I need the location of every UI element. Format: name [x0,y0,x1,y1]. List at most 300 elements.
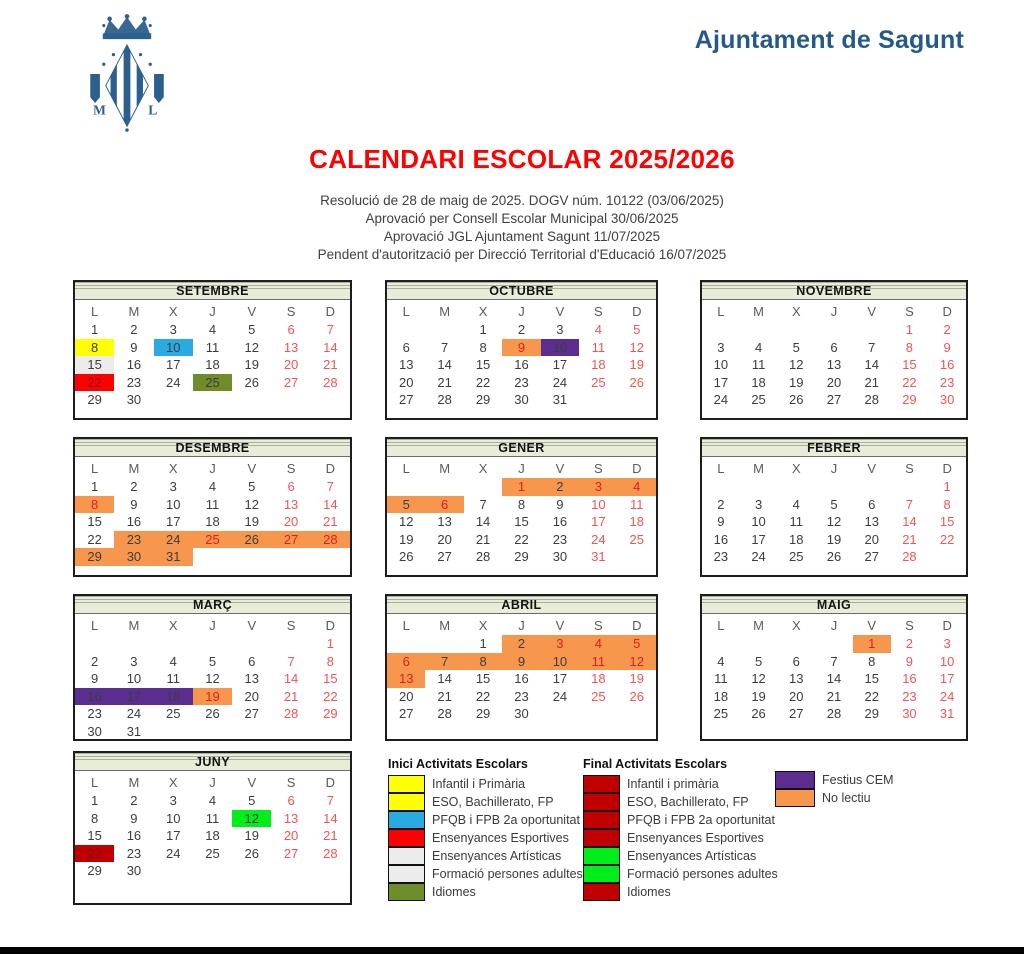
day-cell: 26 [826,549,842,565]
day-cell: 21 [283,688,299,704]
month-header [75,596,350,614]
legend-inici-activitats [388,757,583,901]
legend-swatch-darkred [583,883,620,901]
day-cell: 10 [713,357,729,373]
legend-swatch-yellow [388,793,425,811]
day-of-week-label: V [555,618,565,633]
legend-swatch-green [583,847,620,865]
day-cell [815,478,853,496]
day-cell: 3 [541,635,579,653]
calendar-febrer [700,437,968,577]
day-cell: 3 [169,793,177,808]
day-cell: 20 [789,688,804,704]
day-cell: 29 [87,863,102,879]
day-cell: 29 [75,548,114,566]
day-cell: 29 [864,706,879,722]
day-cell: 14 [323,810,338,826]
day-cell: 22 [902,374,917,390]
month-header [702,282,966,300]
day-cell: 8 [326,653,334,669]
day-of-week-label: J [830,618,838,633]
day-cell: 29 [475,392,491,408]
legend-item [583,793,778,811]
legend-item [583,829,778,847]
day-cell: 12 [244,339,260,355]
day-cell: 16 [902,671,917,687]
legend-swatch-red [388,829,425,847]
day-of-week-label: M [128,304,140,319]
subtitle-block [20,192,1024,264]
legend-item [388,865,583,883]
month-header [702,596,966,614]
day-cell: 23 [126,845,142,861]
day-cell: 18 [713,688,729,704]
day-cell: 27 [437,549,452,565]
day-cell: 12 [826,514,842,530]
day-cell [740,321,778,339]
day-of-week-label: J [209,461,216,476]
day-cell: 10 [541,339,579,357]
day-cell: 26 [244,845,260,861]
day-cell: 10 [165,810,181,826]
day-cell [193,548,232,566]
day-cell: 22 [475,688,491,704]
day-cell: 3 [130,653,138,669]
day-cell: 27 [398,706,414,722]
day-cell: 30 [514,706,529,722]
day-cell: 25 [193,374,232,392]
day-cell: 23 [713,549,729,565]
day-cell [464,478,502,496]
day-cell: 18 [591,671,606,687]
day-cell: 15 [475,671,491,687]
day-cell [579,391,617,409]
day-cell: 27 [864,549,879,565]
day-cell: 30 [126,863,142,879]
day-cell [154,723,193,741]
day-cell: 8 [75,496,114,514]
day-of-week-label: D [942,618,952,633]
month-header [702,439,966,457]
day-of-week-label: X [791,304,801,319]
legend-items [583,775,778,901]
day-of-week-label: D [325,304,336,319]
day-of-week-label: X [478,304,488,319]
day-cell: 13 [283,810,299,826]
day-cell: 23 [514,688,529,704]
day-of-week-label: D [632,618,642,633]
striped-shield [90,43,164,132]
day-cell: 8 [905,339,914,355]
legend-label: Idiomes [627,885,671,899]
day-cell: 10 [165,496,181,512]
month-grid [702,457,966,566]
day-cell: 4 [169,653,177,669]
day-cell: 9 [943,339,951,355]
day-cell: 2 [130,793,138,808]
legend-swatch-darkred [583,829,620,847]
day-cell [271,635,310,653]
day-cell: 18 [205,514,220,530]
day-cell: 1 [91,479,99,494]
day-cell: 4 [618,478,656,496]
day-cell: 28 [437,392,452,408]
day-cell: 1 [943,479,951,494]
day-of-week-label: V [555,461,565,476]
day-cell: 26 [789,392,804,408]
legend-label: Idiomes [432,885,476,899]
logo-letter-m: M [93,102,106,118]
day-cell: 13 [387,670,425,688]
legend-title: Inici Activitats Escolars [388,757,528,771]
legend-item [388,775,583,793]
day-cell: 19 [789,374,804,390]
day-cell: 28 [437,706,452,722]
day-cell: 14 [864,357,879,373]
day-cell: 27 [283,374,299,390]
month-name: NOVEMBRE [796,284,872,298]
day-cell: 2 [130,322,138,337]
day-cell: 6 [402,339,410,355]
day-cell: 26 [629,688,644,704]
day-cell: 4 [594,322,602,337]
calendar-abril [385,594,658,741]
day-cell: 12 [205,671,220,687]
day-of-week-label: V [247,775,257,790]
day-cell: 7 [326,322,334,337]
day-of-week-label: J [209,775,216,790]
legend-item [583,865,778,883]
day-cell: 21 [864,374,879,390]
day-cell: 18 [629,514,644,530]
day-of-week-label: D [325,618,336,633]
day-cell [311,723,350,741]
legend-label: ESO, Bachillerato, FP [627,795,749,809]
legend-swatch-darkred [583,793,620,811]
day-cell: 15 [87,514,102,530]
legend-label: PFQB i FPB 2a oportunitat [627,813,775,827]
day-cell: 7 [287,653,295,669]
day-of-week-label: L [402,461,410,476]
day-of-week-label: X [168,618,178,633]
day-of-week-label: M [439,304,451,319]
day-cell: 16 [75,688,114,706]
day-cell: 11 [205,496,220,512]
day-cell: 27 [789,706,804,722]
calendar-marc [73,594,352,741]
legend-item [583,883,778,901]
day-of-week-label: J [518,618,525,633]
legend-label: Festius CEM [822,773,894,787]
day-cell: 10 [591,496,606,512]
day-of-week-label: X [168,304,178,319]
legend-swatch-green [583,865,620,883]
day-cell: 26 [244,374,260,390]
legend-swatch-gray [388,847,425,865]
day-cell: 6 [868,496,876,512]
day-cell: 15 [87,828,102,844]
day-cell [232,635,271,653]
day-cell: 21 [323,357,338,373]
legend-label: Formació persones adultes [627,867,778,881]
day-cell: 26 [232,531,271,549]
day-cell: 17 [165,514,181,530]
day-cell: 16 [126,514,142,530]
day-cell: 5 [248,479,256,494]
day-cell: 15 [475,357,491,373]
day-of-week-label: X [478,461,488,476]
day-cell: 17 [165,357,181,373]
day-cell: 29 [902,392,917,408]
day-cell: 17 [591,514,606,530]
day-cell: 11 [714,671,728,687]
day-cell [271,548,310,566]
day-cell: 9 [130,810,138,826]
day-cell: 9 [130,339,138,355]
day-cell: 19 [244,828,260,844]
day-cell: 20 [244,688,260,704]
day-cell: 29 [514,549,529,565]
day-of-week-label: J [830,461,838,476]
day-of-week-label: M [753,304,764,319]
day-cell: 1 [479,322,487,337]
day-cell: 9 [502,339,540,357]
day-cell: 16 [514,357,529,373]
day-cell: 22 [939,531,955,547]
day-cell [193,391,232,409]
day-cell: 25 [713,706,729,722]
day-of-week-label: M [128,775,140,790]
day-cell: 15 [864,671,879,687]
day-cell [311,548,350,566]
day-cell: 28 [311,531,350,549]
day-of-week-label: S [594,461,603,476]
month-grid [387,300,656,409]
day-cell: 11 [591,339,606,355]
day-cell: 6 [287,322,295,337]
day-cell: 21 [323,828,338,844]
day-cell: 7 [441,339,449,355]
day-cell: 17 [552,357,568,373]
day-cell: 21 [902,531,917,547]
day-of-week-label: V [867,461,877,476]
day-cell [740,478,778,496]
day-cell: 13 [826,357,842,373]
day-cell: 11 [205,339,220,355]
day-cell: 2 [130,479,138,494]
day-cell: 12 [751,671,766,687]
day-cell [425,478,463,496]
day-of-week-label: X [791,618,801,633]
day-cell: 31 [154,548,193,566]
day-cell: 25 [165,706,181,722]
day-cell: 24 [552,374,568,390]
calendar-desembre [73,437,352,577]
day-cell: 16 [126,828,142,844]
legend-label: Ensenyances Artísticas [627,849,757,863]
calendar-gener [385,437,658,577]
day-cell: 31 [552,392,568,408]
day-of-week-label: D [325,775,336,790]
legend-swatch-olive [388,883,425,901]
day-cell: 18 [205,828,220,844]
day-cell: 22 [323,688,338,704]
day-cell: 13 [283,339,299,355]
legend-label: Infantil i Primària [432,777,526,791]
legend-item [388,883,583,901]
day-cell: 30 [902,706,917,722]
day-cell [232,548,271,566]
day-of-week-label: M [439,461,451,476]
day-cell: 31 [591,549,606,565]
day-of-week-label: S [286,461,296,476]
day-cell: 4 [208,322,217,337]
month-header [75,439,350,457]
day-cell: 3 [943,636,951,651]
day-cell: 21 [826,688,842,704]
day-cell: 5 [830,496,838,512]
day-cell: 26 [751,706,766,722]
day-cell: 11 [751,357,766,373]
day-cell: 17 [751,531,766,547]
day-cell: 25 [591,374,606,390]
day-cell [891,478,929,496]
day-cell: 3 [579,478,617,496]
day-of-week-label: V [247,461,257,476]
day-cell [777,635,815,653]
month-name: FEBRER [807,441,861,455]
day-cell: 12 [244,496,260,512]
day-cell: 19 [751,688,766,704]
day-of-week-label: L [91,461,99,476]
day-cell: 19 [826,531,842,547]
month-name: ABRIL [501,598,542,612]
day-cell: 27 [283,845,299,861]
day-cell: 9 [502,653,540,671]
day-cell [154,391,193,409]
day-cell: 5 [248,793,256,808]
month-name: GENER [498,441,545,455]
day-of-week-label: J [830,304,838,319]
day-cell [425,321,463,339]
day-cell: 13 [283,496,299,512]
day-cell: 14 [902,514,917,530]
day-cell [541,705,579,723]
legend-label: ESO, Bachillerato, FP [432,795,554,809]
day-cell: 17 [165,828,181,844]
day-cell [853,478,891,496]
day-cell: 14 [437,671,452,687]
day-of-week-label: X [478,618,488,633]
day-cell: 4 [754,339,763,355]
day-cell [114,635,153,653]
day-cell: 3 [169,479,177,494]
legend-item [583,847,778,865]
day-cell: 2 [541,478,579,496]
day-cell: 28 [902,549,917,565]
month-grid [702,300,966,409]
month-grid [75,457,350,566]
legend-label: PFQB i FPB 2a oportunitat [432,813,580,827]
day-of-week-label: J [518,304,525,319]
legend-item [388,829,583,847]
day-cell: 15 [939,514,955,530]
day-cell: 22 [864,688,879,704]
day-cell: 13 [244,671,260,687]
day-cell: 17 [713,374,729,390]
day-cell: 6 [387,653,425,671]
day-of-week-label: J [209,304,216,319]
subtitle-line: Aprovació per Consell Escolar Municipal 30/06/2025 [365,211,679,226]
day-of-week-label: V [867,618,877,633]
day-of-week-label: M [128,618,140,633]
day-cell: 4 [208,793,217,808]
legend-item [583,775,778,793]
day-cell: 28 [283,706,299,722]
day-cell: 28 [323,845,338,861]
day-cell: 26 [629,374,644,390]
day-cell [193,635,232,653]
legend-label: Infantil i primària [627,777,719,791]
day-of-week-label: L [91,618,99,633]
day-of-week-label: L [91,304,99,319]
day-of-week-label: M [753,618,764,633]
day-cell: 5 [208,653,217,669]
day-cell: 12 [232,810,271,828]
day-cell: 21 [437,374,452,390]
day-of-week-label: M [753,461,764,476]
page-bottom-rule [0,947,1024,954]
day-cell: 9 [717,514,725,530]
day-cell [271,723,310,741]
legend-label: Ensenyances Esportives [627,831,764,845]
day-of-week-label: S [286,618,296,633]
day-cell: 31 [126,723,142,739]
day-cell: 5 [633,322,641,337]
day-cell: 18 [154,688,193,706]
day-cell: 9 [130,496,138,512]
day-cell: 16 [514,671,529,687]
day-cell: 19 [629,357,644,373]
day-cell: 13 [398,357,414,373]
legend-final-activitats [583,757,778,901]
month-name: OCTUBRE [489,284,554,298]
month-grid [75,771,350,880]
day-cell: 20 [283,514,299,530]
day-cell: 13 [864,514,879,530]
day-cell: 30 [514,392,529,408]
day-of-week-label: S [905,304,914,319]
day-cell: 11 [579,653,617,671]
day-cell: 5 [754,653,763,669]
day-cell: 30 [87,723,102,739]
day-cell: 8 [517,496,526,512]
day-cell: 8 [464,653,502,671]
day-cell: 19 [398,531,414,547]
day-cell: 4 [208,479,217,494]
day-cell: 27 [244,706,260,722]
day-cell: 9 [556,496,564,512]
day-cell: 28 [826,706,842,722]
day-cell: 7 [326,793,334,808]
day-cell: 29 [87,392,102,408]
day-cell: 14 [437,357,452,373]
day-cell: 2 [905,636,914,651]
day-cell [75,635,114,653]
day-cell: 7 [868,339,876,355]
day-cell: 10 [541,653,579,671]
day-of-week-label: L [717,461,725,476]
